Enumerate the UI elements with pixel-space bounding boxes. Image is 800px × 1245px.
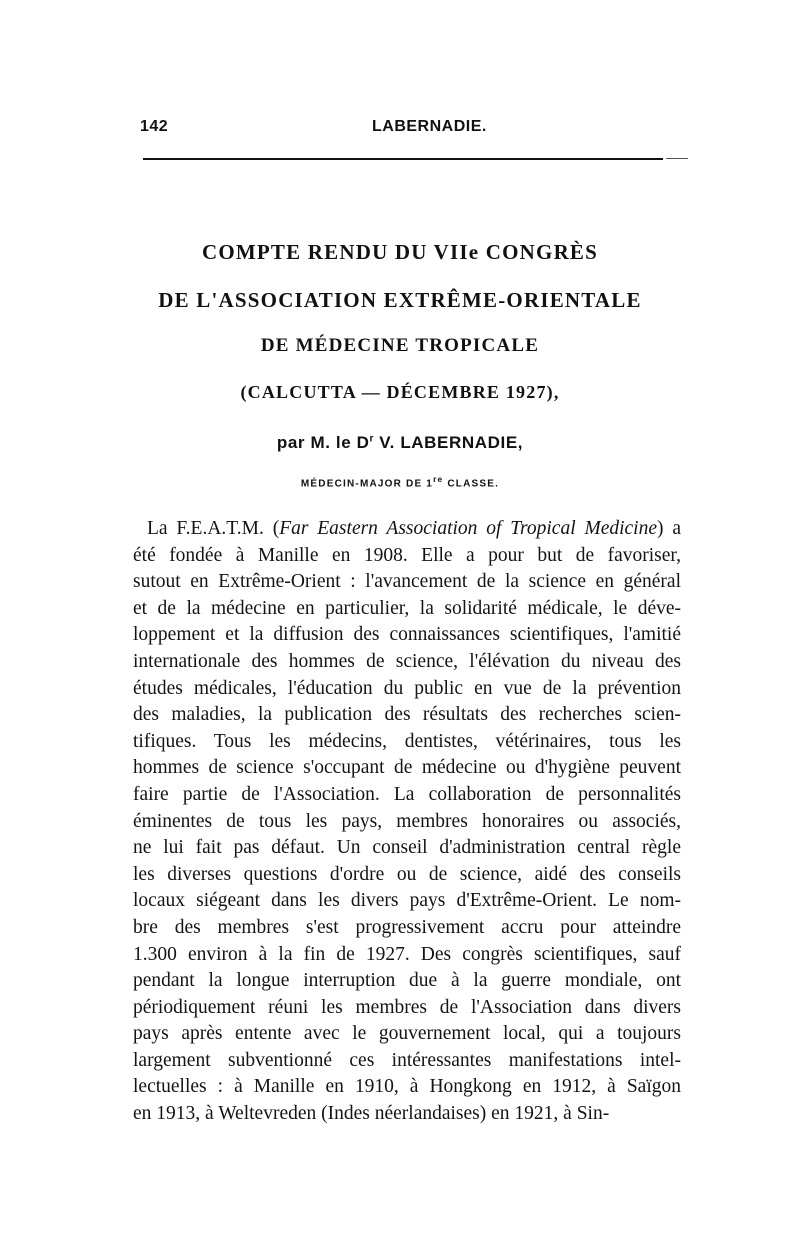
body-line: tifiques. Tous les médecins, dentistes, vétérinaires, tous les: [133, 730, 681, 752]
body-line: faire partie de l'Association. La collaboration de personnalités: [133, 783, 681, 805]
author-byline: [120, 432, 680, 454]
body-line: lectuelles : à Manille en 1910, à Hongkong en 1912, à Saïgon: [133, 1076, 681, 1098]
body-line: les diverses questions d'ordre ou de science, aidé des conseils: [133, 863, 681, 885]
author-name: V. LABERNADIE,: [373, 433, 524, 452]
association-name-italic: Far Eastern Association of Tropical Medicine: [279, 518, 657, 539]
body-line: locaux siégeant dans les divers pays d'Extrême-Orient. Le nom-: [133, 890, 681, 912]
body-line: périodiquement réuni les membres de l'Association dans divers: [133, 996, 681, 1018]
body-line: pendant la longue interruption due à la guerre mondiale, ont: [133, 970, 681, 992]
body-line: ne lui fait pas défaut. Un conseil d'administration central règle: [133, 837, 681, 859]
rank-suffix: CLASSE.: [443, 478, 500, 490]
body-line: été fondée à Manille en 1908. Elle a pour but de favoriser,: [133, 544, 681, 566]
article-title-line-3: DE MÉDECINE TROPICALE: [260, 335, 540, 356]
running-header: [140, 118, 660, 142]
body-line: [133, 516, 681, 543]
body-line-1-start: La F.E.A.T.M. (: [147, 518, 280, 539]
article-title-line-2: DE L'ASSOCIATION EXTRÊME-ORIENTALE: [158, 288, 642, 312]
body-line: et de la médecine en particulier, la solidarité médicale, le déve-: [133, 597, 681, 619]
rank-prefix: MÉDECIN-MAJOR DE 1: [300, 478, 434, 490]
page-number: 142: [140, 118, 169, 135]
body-line: internationale des hommes de science, l'élévation du niveau des: [133, 650, 681, 672]
article-title-line-4: (CALCUTTA — DÉCEMBRE 1927),: [240, 382, 560, 402]
body-line: bre des membres s'est progressivement accru pour atteindre: [133, 916, 681, 938]
article-title-line-1: COMPTE RENDU DU VIIe CONGRÈS: [201, 240, 599, 264]
body-line: 1.300 environ à la fin de 1927. Des congrès scientifiques, sauf: [133, 943, 681, 965]
author-prefix: par M. le D: [276, 433, 370, 452]
article-heading: [120, 240, 680, 491]
header-rule-tail: [666, 158, 688, 159]
body-line: hommes de science s'occupant de médecine ou d'hygiène peuvent: [133, 757, 681, 779]
author-rank: [120, 472, 680, 491]
author-title-superscript: r: [369, 433, 374, 445]
rank-superscript: re: [433, 474, 444, 484]
body-line: sutout en Extrême-Orient : l'avancement de la science en général: [133, 571, 681, 593]
body-line-1-end: ) a: [657, 518, 681, 539]
body-line: études médicales, l'éducation du public en vue de la prévention: [133, 677, 681, 699]
body-line: largement subventionné ces intéressantes manifestations intel-: [133, 1049, 681, 1071]
running-title: LABERNADIE.: [372, 118, 487, 135]
body-line: éminentes de tous les pays, membres honoraires ou associés,: [133, 810, 681, 832]
body-line: loppement et la diffusion des connaissances scientifiques, l'amitié: [133, 624, 681, 646]
header-rule: [143, 158, 663, 160]
body-line: pays après entente avec le gouvernement local, qui a toujours: [133, 1023, 681, 1045]
body-line: des maladies, la publication des résultats des recherches scien-: [133, 704, 681, 726]
body-line: en 1913, à Weltevreden (Indes néerlandaises) en 1921, à Sin-: [133, 1103, 610, 1125]
body-paragraph: [133, 516, 681, 1128]
